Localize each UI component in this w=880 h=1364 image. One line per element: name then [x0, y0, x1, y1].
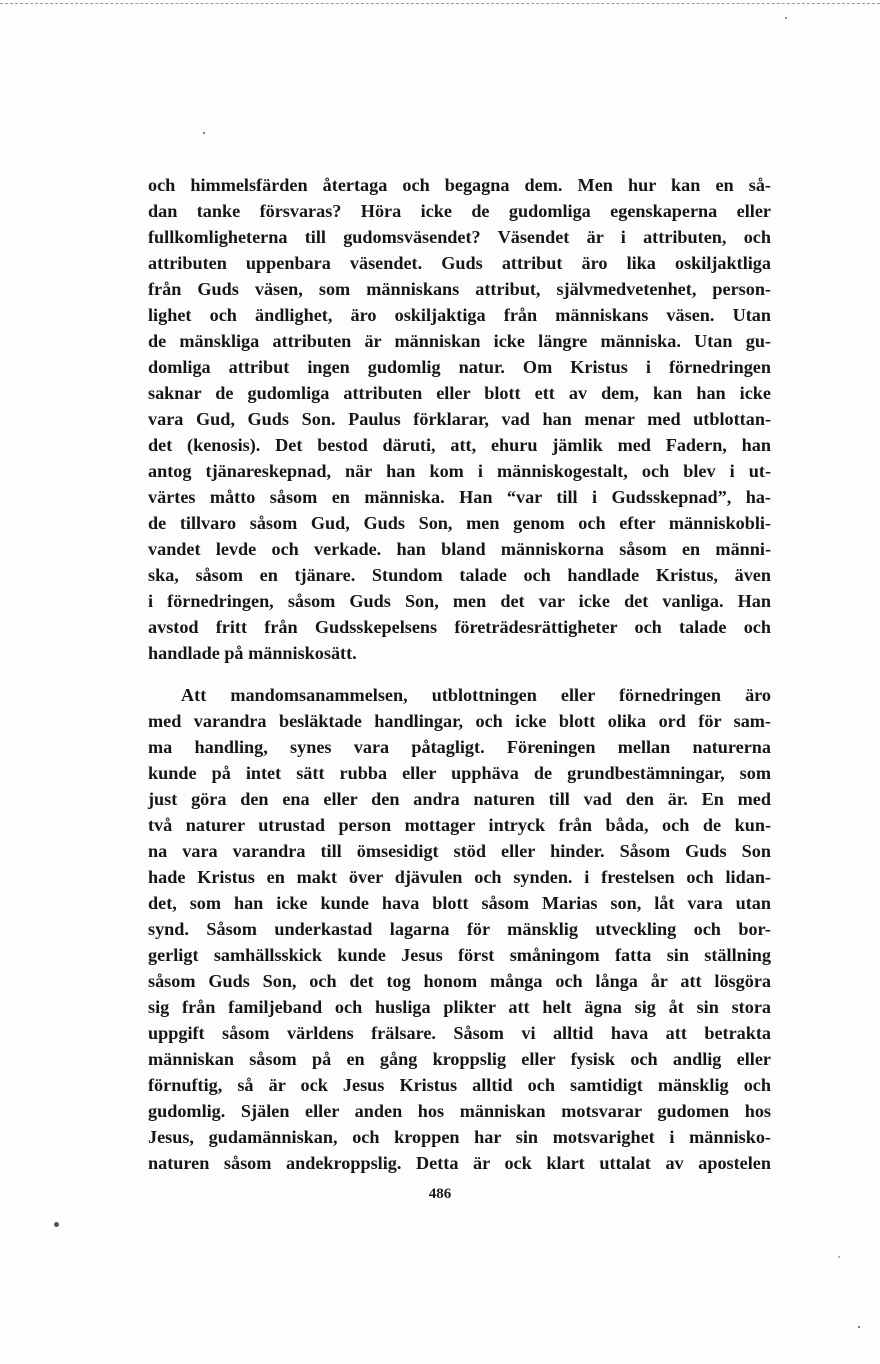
page-number: 486	[428, 1186, 452, 1202]
text-line: ma handling, synes vara påtagligt. Föreningen mellan naturerna	[148, 737, 771, 757]
text-line: handlade på människosätt.	[148, 643, 357, 663]
scan-speck	[858, 1326, 860, 1328]
text-line: sig från familjeband och husliga plikter att helt ägna sig åt sin stora	[148, 997, 771, 1017]
text-line: na vara varandra till ömsesidigt stöd eller hinder. Såsom Guds Son	[148, 841, 771, 861]
text-line: Att mandomsanammelsen, utblottningen eller förnedringen äro	[181, 685, 771, 705]
text-line: gudomlig. Själen eller anden hos människan motsvarar gudomen hos	[148, 1101, 771, 1121]
text-line: värtes måtto såsom en människa. Han “var till i Gudsskepnad”, ha-	[148, 487, 771, 507]
top-edge-rule	[0, 3, 880, 4]
text-line: uppgift såsom världens frälsare. Såsom vi alltid hava att betrakta	[148, 1023, 771, 1043]
text-line: kunde på intet sätt rubba eller upphäva de grundbestämningar, som	[148, 763, 771, 783]
text-line: i förnedringen, såsom Guds Son, men det var icke det vanliga. Han	[148, 591, 771, 611]
text-line: såsom Guds Son, och det tog honom många och långa år att lösgöra	[148, 971, 771, 991]
text-line: antog tjänareskepnad, när han kom i människogestalt, och blev i ut-	[148, 461, 771, 481]
text-line: två naturer utrustad person mottager intryck från båda, och de kun-	[148, 815, 771, 835]
scan-speck	[838, 1256, 840, 1258]
text-line: Jesus, gudamänniskan, och kroppen har sin motsvarighet i människo-	[148, 1127, 771, 1147]
text-line: hade Kristus en makt över djävulen och synden. i frestelsen och lidan-	[148, 867, 771, 887]
text-line: lighet och ändlighet, äro oskiljaktiga från människans väsen. Utan	[148, 305, 771, 325]
text-line: ska, såsom en tjänare. Stundom talade och handlade Kristus, även	[148, 565, 771, 585]
text-line: attributen uppenbara väsendet. Guds attribut äro lika oskiljaktliga	[148, 253, 771, 273]
text-line: de mänskliga attributen är människan icke längre människa. Utan gu-	[148, 331, 771, 351]
text-line: vara Gud, Guds Son. Paulus förklarar, vad han menar med utblottan-	[148, 409, 771, 429]
text-line: just göra den ena eller den andra naturen till vad den är. En med	[148, 789, 771, 809]
text-line: naturen såsom andekroppslig. Detta är ock klart uttalat av apostelen	[148, 1153, 771, 1173]
paragraph-2	[148, 682, 771, 1176]
scan-speck	[785, 17, 787, 19]
text-line: dan tanke försvaras? Höra icke de gudomliga egenskaperna eller	[148, 201, 771, 221]
text-line: saknar de gudomliga attributen eller blott ett av dem, kan han icke	[148, 383, 771, 403]
text-line: vandet levde och verkade. han bland människorna såsom en männi-	[148, 539, 771, 559]
text-line: det, som han icke kunde hava blott såsom Marias son, låt vara utan	[148, 893, 771, 913]
text-line: människan såsom på en gång kroppslig eller fysisk och andlig eller	[148, 1049, 771, 1069]
scan-speck	[54, 1222, 59, 1227]
text-line: förnuftig, så är ock Jesus Kristus alltid och samtidigt mänsklig och	[148, 1075, 771, 1095]
text-line: från Guds väsen, som människans attribut, självmedvetenhet, person-	[148, 279, 771, 299]
text-line: de tillvaro såsom Gud, Guds Son, men genom och efter människobli-	[148, 513, 771, 533]
text-line: gerligt samhällsskick kunde Jesus först småningom fatta sin ställning	[148, 945, 771, 965]
scan-speck	[203, 132, 205, 134]
text-line: och himmelsfärden återtaga och begagna dem. Men hur kan en så-	[148, 175, 771, 195]
text-line: synd. Såsom underkastad lagarna för mänsklig utveckling och bor-	[148, 919, 771, 939]
text-line: fullkomligheterna till gudomsväsendet? Väsendet är i attributen, och	[148, 227, 771, 247]
paragraph-1	[148, 172, 771, 666]
text-line: det (kenosis). Det bestod däruti, att, ehuru jämlik med Fadern, han	[148, 435, 771, 455]
text-line: domliga attribut ingen gudomlig natur. Om Kristus i förnedringen	[148, 357, 771, 377]
text-line: avstod fritt från Gudsskepelsens företrädesrättigheter och talade och	[148, 617, 771, 637]
text-line: med varandra besläktade handlingar, och icke blott olika ord för sam-	[148, 711, 771, 731]
